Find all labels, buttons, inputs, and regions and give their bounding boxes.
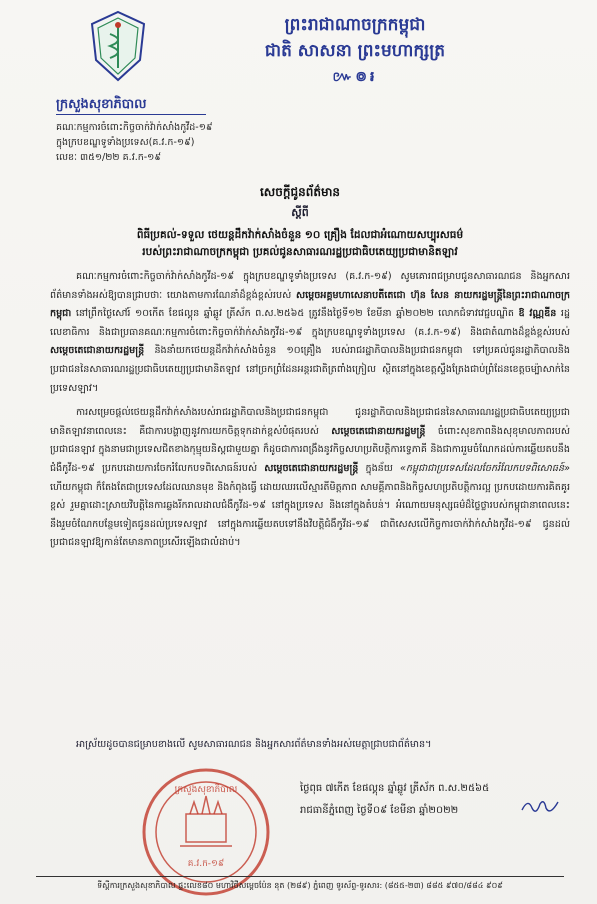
headline-line-1: ពិធីប្រគល់-ទទួល ថេយន្តដឹកវ៉ាក់សាំងចំនួន ១០ គ្រឿង ដែលជាអំណោយសប្បុរសធម៌ xyxy=(136,229,464,241)
ministry-name: ក្រសួងសុខាភិបាល xyxy=(56,97,147,112)
solar-date: រាជធានីភ្នំពេញ ថ្ងៃទី០៩ ខែមីនា ឆ្នាំ២០២២ xyxy=(300,805,459,816)
ministry-divider xyxy=(56,114,206,115)
p2-text-g: ហើយកម្ពុជា ក៏តែងតែជាប្រទេសដែលឈានមុខ និងកំពុងធ្វើ ដោយឈរលើស្មារតីមិត្តភាព សាមគ្គីភាពនិងកិច្ចសហប្រតិបត្តិការល្អ ប្រកបដោយការគិតគូរខ្ពស់ រួមគ្នាដោះស្រាយវិបត្តិនៃការឆ្លងរីករាលដាលជំងឺកូវីដ-១៩ នៅក្នុងប្រទេស និងនៅក្នុងតំបន់។ អំណោយមនុស្សធម៌ដ៏ថ្លៃថ្លារបស់កម្ពុជានាពេលនេះ នឹងរួមចំណែកបន្ថែមទៀតជូនដល់ប្រទេសឡាវ នៅក្នុងការឆ្លើយតបទៅនឹងវិបត្តិជំងឺកូវីដ-១៩ ជាពិសេសលើកិច្ចការចាក់វ៉ាក់សាំងកូវីដ-១៩ ជូនដល់ប្រជាជនឡាវឱ្យកាន់តែមានភាពប្រសើរឡើងជាលំដាប់។ xyxy=(50,481,570,549)
seal-inner-text: គ.វ.ក-១៩ xyxy=(187,859,225,869)
committee-scope: ក្នុងក្របខណ្ឌទូទាំងប្រទេស(គ.វ.ក-១៩) xyxy=(56,137,195,148)
p2-quote: «កម្ពុជាជាប្រទេសដែលចែករំលែកបទពិសោធន៍» xyxy=(399,462,570,474)
national-motto: ជាតិ សាសនា ព្រះមហាក្សត្រ xyxy=(264,41,446,61)
seal-outer-text: ក្រសួងសុខាភិបាល xyxy=(174,785,238,795)
p1-text-c: នៅព្រឹកថ្ងៃសៅរ៍ ១០កើត ខែផល្គុន ឆ្នាំឆ្លូវ ត្រីស័ក ព.ស.២៥៦៥ ត្រូវនឹងថ្ងៃទី១២ ខែមីនា ឆ្នាំ២០២២ លោកជំទាវវេជ្ជបណ្ឌិត xyxy=(75,308,514,320)
kingdom-title: ព្រះរាជាណាចក្រកម្ពុជា xyxy=(284,15,426,35)
p2-text-e: ក្នុងន័យ xyxy=(365,462,393,474)
signature-icon xyxy=(520,796,560,818)
p1-text-e: រដ្ឋលេខាធិការ និងជាប្រធានគណៈកម្មការចំពោះកិច្ចចាក់វ៉ាក់សាំងកូវីដ-១៩ ក្នុងក្របខណ្ឌទូទាំងប្រទេស (គ.វ.ក-១៩) និងជាតំណាងដ៏ខ្ពង់ខ្ពស់របស់ xyxy=(50,308,570,338)
kingdom-header xyxy=(190,12,520,90)
closing-text: អាស្រ័យដូចបានជម្រាបខាងលើ សូមសាធារណជន និងអ្នកសារព័ត៌មានទាំងអស់មេត្តាជ្រាបជាព័ត៌មាន។ xyxy=(76,739,432,750)
paragraph-1 xyxy=(50,268,570,398)
ministry-logo-icon xyxy=(88,10,148,82)
headline xyxy=(20,227,580,261)
ornament: ៚៙៛ xyxy=(332,69,378,85)
committee-name: គណៈកម្មការចំពោះកិច្ចចាក់វ៉ាក់សាំងកូវីដ-១៩ xyxy=(56,122,213,133)
title-block xyxy=(20,184,580,261)
footer-address: ទីស្ដីការក្រសួងសុខាភិបាល ផ្ទះលេខ៨០ មហាវិថីសម្ដេចប៉ែន នុត (២៨៩) ភ្នំពេញ ទូរស័ព្ទ-ទូរសារ: (៨៥៥-២៣) ៨៨៥ ៩៧០/៨៨៤ ៩០៩ xyxy=(97,881,503,890)
sender-block xyxy=(56,120,213,165)
document-type: សេចក្ដីជូនព័ត៌មាន xyxy=(260,185,340,199)
footer-divider xyxy=(36,876,564,877)
headline-line-2: របស់ព្រះរាជាណាចក្រកម្ពុជា ប្រគល់ជូនសាធារណរដ្ឋប្រជាធិបតេយ្យប្រជាមានិតឡាវ xyxy=(142,246,458,258)
paragraph-2 xyxy=(50,404,570,553)
p2-prime-minister: សម្ដេចតេជោនាយករដ្ឋមន្ត្រី xyxy=(331,425,426,437)
official-seal-icon xyxy=(140,766,272,898)
p2-text-c: ចំពោះសុខភាពនិងសុខុមាលភាពរបស់ប្រជាជនឡាវ ក្នុងនាមជាប្រទេសជិតខាងកុម្មុយនិស្តជាមួយគ្នា ក៏ដូចជាការពង្រឹងនូវកិច្ចសហប្រតិបត្តិការទ្វេភាគី និងជាការរួមចំណែកដល់ការឆ្លើយតបនឹងជំងឺកូវីដ-១៩ ប្រកបដោយការចែករំលែកបទពិសោធន៍របស់ xyxy=(50,425,570,474)
document-about: ស្ដីពី xyxy=(291,206,309,219)
p1-prime-minister: សម្ដេចអគ្គមហាសេនាបតីតេជោ ហ៊ុន សែន នាយករដ្ឋមន្ត្រីនៃព្រះរាជាណាចក្រកម្ពុជា xyxy=(50,289,570,320)
p1-prime-minister-2: សម្ដេចតេជោនាយករដ្ឋមន្ត្រី xyxy=(50,345,145,357)
p2-prime-minister-2: សម្ដេចតេជោនាយករដ្ឋមន្ត្រី xyxy=(264,462,359,474)
closing-paragraph xyxy=(50,738,570,752)
p1-text-a: គណៈកម្មការចំពោះកិច្ចចាក់វ៉ាក់សាំងកូវីដ-១៩ ក្នុងក្របខណ្ឌទូទាំងប្រទេស (គ.វ.ក-១៩) សូមគោរពជម្រាបជូនសាធារណជន និងអ្នកសារព័ត៌មានទាំងអស់ឱ្យបានជ្រាបថាៈ យោងតាមការណែនាំដ៏ខ្ពង់ខ្ពស់របស់ xyxy=(50,271,570,301)
p1-text-g: និងនាំយកថេយន្តដឹកវ៉ាក់សាំងចំនួន ១០គ្រឿង របស់រាជរដ្ឋាភិបាលនិងប្រជាជនកម្ពុជា ទៅប្រគល់ជូនរដ្ឋាភិបាលនិងប្រជាជននៃសាធារណរដ្ឋប្រជាធិបតេយ្យប្រជាមានិតឡាវ នៅច្រកព្រំដែនអន្តរជាតិត្រពាំងក្រៀល ស្ថិតនៅក្នុងខេត្តស្ទឹងត្រែងជាប់ព្រំដែនខេត្តចម្ប៉ាសាក់នៃប្រទេសឡាវ។ xyxy=(50,345,570,394)
p1-official-name: ឱ វណ្ណឌីន xyxy=(518,308,557,320)
body-text xyxy=(50,268,570,559)
lunar-date: ថ្ងៃពុធ ៧កើត ខែផល្គុន ឆ្នាំឆ្លូវ ត្រីស័ក ព.ស.២៥៦៥ xyxy=(300,783,490,794)
reference-number: លេខៈ ៣៥១/២២ គ.វ.ក-១៩ xyxy=(56,152,162,163)
p2-text-a: ការសម្រេចផ្ដល់ថេយន្តដឹកវ៉ាក់សាំងរបស់រាជរដ្ឋាភិបាលនិងប្រជាជនកម្ពុជា ជូនរដ្ឋាភិបាលនិងប្រជាជននៃសាធារណរដ្ឋប្រជាធិបតេយ្យប្រជាមានិតឡាវនាពេលនេះ គឺជាការបង្ហាញនូវការយកចិត្តទុកដាក់ខ្ពស់បំផុតរបស់ xyxy=(50,407,570,437)
